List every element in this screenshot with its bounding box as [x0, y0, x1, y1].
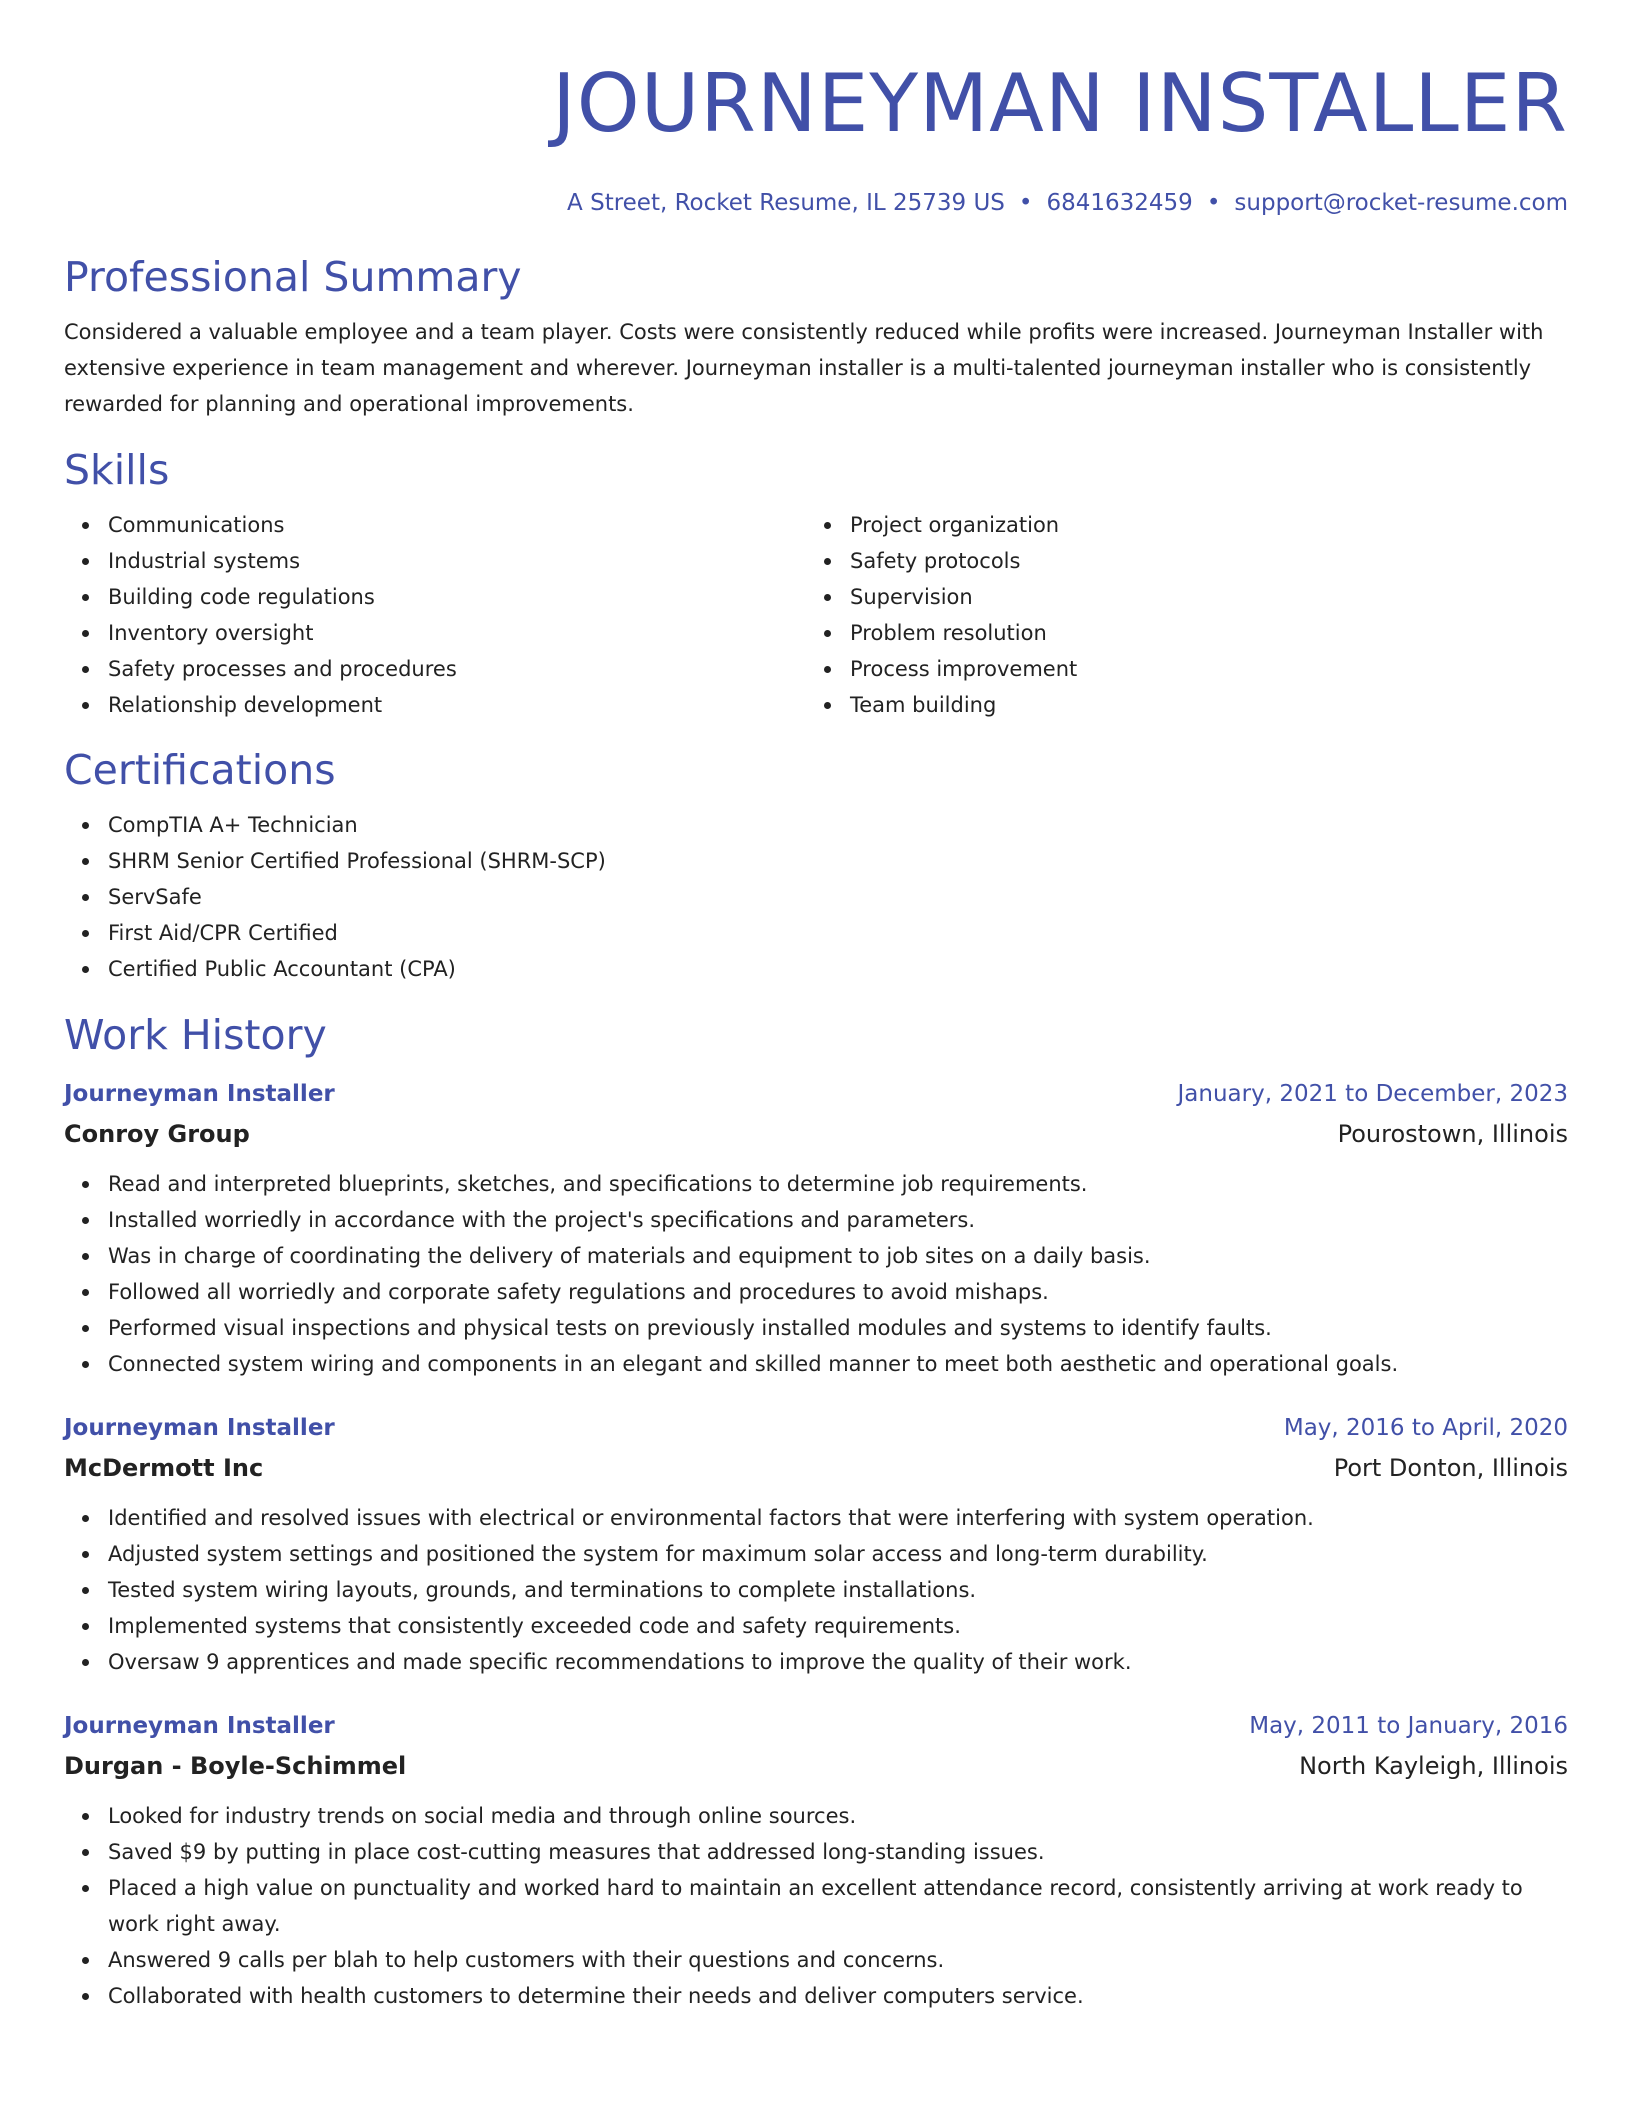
contact-line: [64, 188, 1568, 218]
list-item: Collaborated with health customers to determine their needs and deliver computers service.: [108, 1978, 1568, 2014]
list-item: Performed visual inspections and physical tests on previously installed modules and systems to identify faults.: [108, 1310, 1568, 1346]
list-item: Safety protocols: [850, 543, 1548, 579]
certifications-section: [64, 745, 1568, 987]
list-item: Followed all worriedly and corporate safety regulations and procedures to avoid mishaps.: [108, 1274, 1568, 1310]
job-entry: [64, 1706, 1568, 2014]
list-item: Identified and resolved issues with electrical or environmental factors that were interfering with system operation.: [108, 1500, 1568, 1536]
list-item: Relationship development: [108, 687, 806, 723]
job-title-row: [64, 1408, 1568, 1448]
job-company: Conroy Group: [64, 1120, 250, 1148]
list-item: Looked for industry trends on social media and through online sources.: [108, 1798, 1568, 1834]
list-item: Certified Public Accountant (CPA): [108, 951, 1568, 987]
job-dates: May, 2011 to January, 2016: [1249, 1713, 1568, 1739]
email: support@rocket-resume.com: [1234, 190, 1568, 216]
job-dates: May, 2016 to April, 2020: [1283, 1415, 1568, 1441]
address: A Street, Rocket Resume, IL 25739 US: [567, 190, 1005, 216]
list-item: Supervision: [850, 579, 1548, 615]
list-item: Was in charge of coordinating the delivery of materials and equipment to job sites on a daily basis.: [108, 1238, 1568, 1274]
job-title: Journeyman Installer: [64, 1081, 335, 1107]
list-item: Connected system wiring and components in an elegant and skilled manner to meet both aesthetic and operational goals.: [108, 1346, 1568, 1382]
job-bullets: [64, 1798, 1568, 2014]
section-title: Professional Summary: [64, 253, 522, 301]
phone: 6841632459: [1046, 190, 1193, 216]
job-title: Journeyman Installer: [64, 1713, 335, 1739]
list-item: Building code regulations: [108, 579, 806, 615]
job-location: Pourostown, Illinois: [1337, 1120, 1568, 1148]
list-item: Communications: [108, 507, 806, 543]
job-title: Journeyman Installer: [64, 1415, 335, 1441]
candidate-name: JOURNEYMAN INSTALLER: [552, 57, 1568, 150]
list-item: Inventory oversight: [108, 615, 806, 651]
list-item: Read and interpreted blueprints, sketches, and specifications to determine job requirements.: [108, 1166, 1568, 1202]
job-bullets: [64, 1500, 1568, 1680]
list-item: Installed worriedly in accordance with the project's specifications and parameters.: [108, 1202, 1568, 1238]
job-location: Port Donton, Illinois: [1333, 1454, 1568, 1482]
section-title: Skills: [64, 446, 170, 494]
section-title: Work History: [64, 1011, 327, 1059]
list-item: Implemented systems that consistently exceeded code and safety requirements.: [108, 1608, 1568, 1644]
list-item: Problem resolution: [850, 615, 1548, 651]
job-company-row: [64, 1746, 1568, 1786]
skills-column-right: [806, 507, 1548, 723]
list-item: First Aid/CPR Certified: [108, 915, 1568, 951]
list-item: Process improvement: [850, 651, 1548, 687]
skills-grid: [64, 507, 1568, 723]
list-item: SHRM Senior Certified Professional (SHRM-SCP): [108, 843, 1568, 879]
skills-section: [64, 445, 1568, 723]
summary-section: [64, 252, 1568, 422]
resume-header: [64, 58, 1568, 218]
skills-column-left: [64, 507, 806, 723]
job-bullets: [64, 1166, 1568, 1382]
work-history-section: [64, 1010, 1568, 2014]
job-location: North Kayleigh, Illinois: [1299, 1752, 1568, 1780]
list-item: Oversaw 9 apprentices and made specific recommendations to improve the quality of their work.: [108, 1644, 1568, 1680]
job-title-row: [64, 1074, 1568, 1114]
job-entry: [64, 1408, 1568, 1680]
list-item: Tested system wiring layouts, grounds, and terminations to complete installations.: [108, 1572, 1568, 1608]
skills-list: [64, 507, 806, 723]
separator-dot: •: [1018, 190, 1033, 216]
list-item: Placed a high value on punctuality and worked hard to maintain an excellent attendance record, consistently arriving at work ready to work right away.: [108, 1870, 1568, 1942]
job-entry: [64, 1074, 1568, 1382]
job-dates: January, 2021 to December, 2023: [1177, 1081, 1568, 1107]
list-item: Saved $9 by putting in place cost-cutting measures that addressed long-standing issues.: [108, 1834, 1568, 1870]
section-title: Certifications: [64, 746, 336, 794]
job-company: Durgan - Boyle-Schimmel: [64, 1752, 407, 1780]
list-item: Team building: [850, 687, 1548, 723]
job-company-row: [64, 1448, 1568, 1488]
list-item: Answered 9 calls per blah to help customers with their questions and concerns.: [108, 1942, 1568, 1978]
separator-dot: •: [1206, 190, 1221, 216]
list-item: Industrial systems: [108, 543, 806, 579]
summary-text: Considered a valuable employee and a team player. Costs were consistently reduced while profits were increased. Journeyman Installer with extensive experience in team management and wherever. Journeyman installer is a multi-talented journeyman installer who is consistently rewarded for planning and operational improvements.: [64, 320, 1544, 416]
job-title-row: [64, 1706, 1568, 1746]
jobs-container: [64, 1074, 1568, 2014]
list-item: Safety processes and procedures: [108, 651, 806, 687]
list-item: CompTIA A+ Technician: [108, 807, 1568, 843]
skills-list: [806, 507, 1548, 723]
list-item: Project organization: [850, 507, 1548, 543]
job-company: McDermott Inc: [64, 1454, 264, 1482]
certifications-list: [64, 807, 1568, 987]
list-item: Adjusted system settings and positioned the system for maximum solar access and long-term durability.: [108, 1536, 1568, 1572]
job-company-row: [64, 1114, 1568, 1154]
list-item: ServSafe: [108, 879, 1568, 915]
